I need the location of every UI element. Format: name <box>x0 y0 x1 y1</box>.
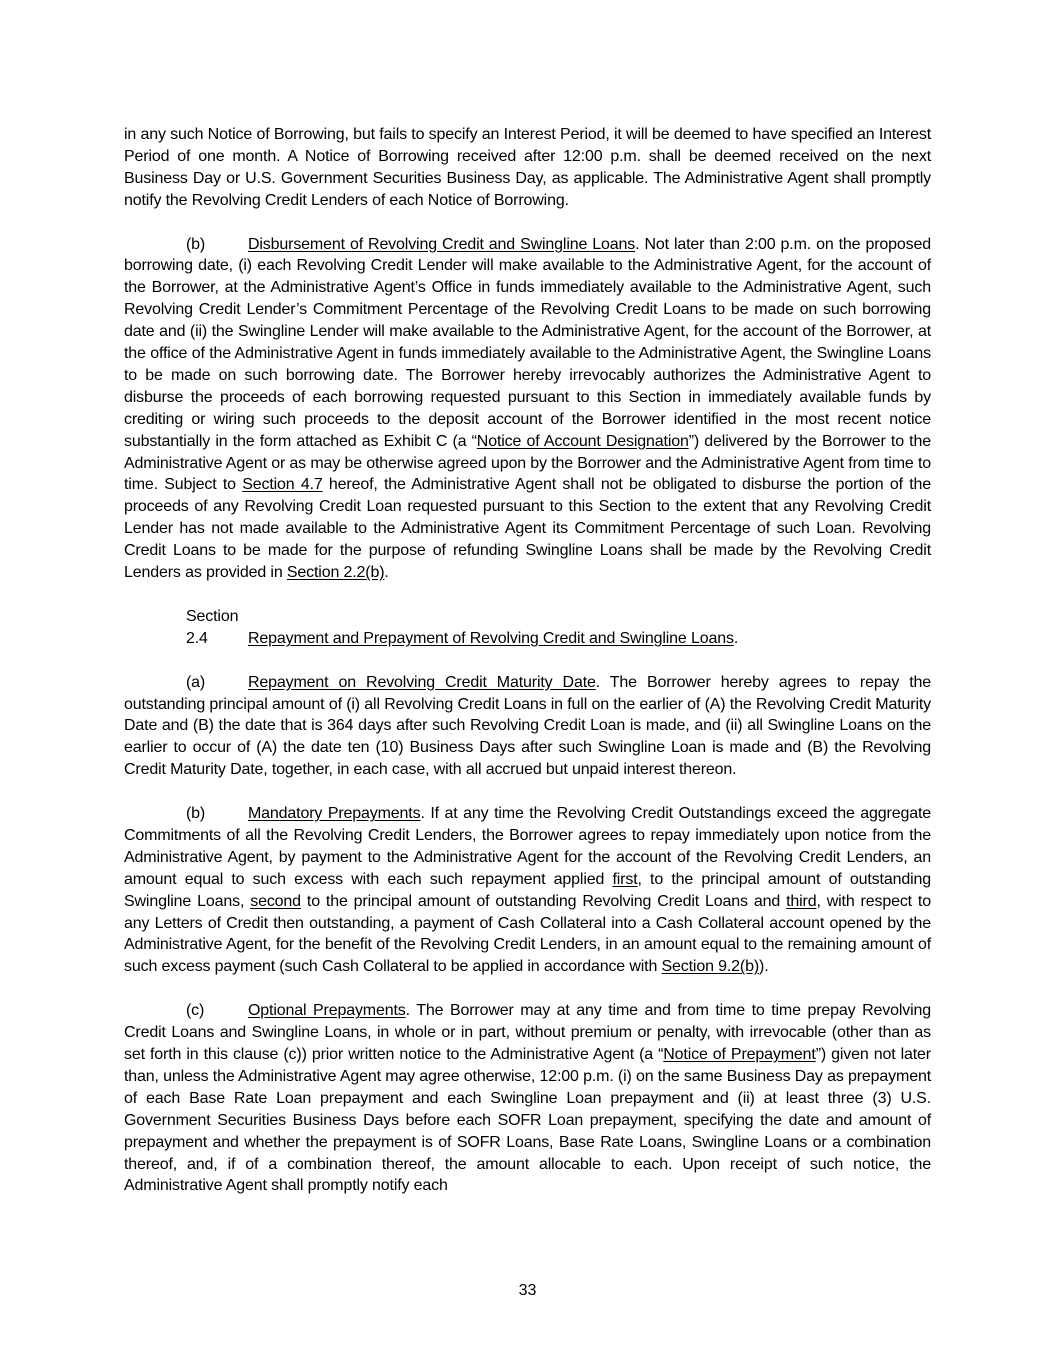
clause-title: Repayment on Revolving Credit Maturity Date <box>248 673 596 691</box>
defined-term-notice-of-prepayment: Notice of Prepayment <box>663 1045 816 1063</box>
section-heading <box>124 606 931 650</box>
paragraph-text: ”) given not later than, unless the Administrative Agent may agree otherwise, 12:00 p.m. (i) on the same Business Day as prepayment of each Base Rate Loan prepayment and each Swingline Loan prepayment and (ii) at least three (3) U.S. Government Securities Business Days before each SOFR Loan prepayment, specifying the date and amount of prepayment and whether the prepayment is of SOFR Loans, Base Rate Loans, Swingline Loans or a combination thereof, and, if of a combination thereof, the amount allocable to each. Upon receipt of such notice, the Administrative Agent shall promptly notify each <box>124 1045 931 1195</box>
paragraph-text: to the principal amount of outstanding Revolving Credit Loans and <box>300 892 787 910</box>
clause-label: (a) <box>186 673 206 691</box>
clause-label: (b) <box>186 805 206 823</box>
section-title-end: . <box>733 629 739 647</box>
paragraph-optional-prepayments <box>124 1000 931 1197</box>
paragraph-text: , with respect to any Letters of Credit then outstanding, a payment of Cash Collateral into a Cash Collateral account opened by the Administrative Agent, for the benefit of the Revolving Credit Lenders, in an amount equal to the remaining amount of such excess payment (such Cash Collateral to be applied in accordance with <box>124 892 931 976</box>
cross-reference-section-2-2b[interactable]: Section 2.2(b) <box>286 564 385 582</box>
document-page <box>124 124 931 1219</box>
paragraph-text: ). <box>759 958 769 976</box>
clause-label: (b) <box>186 235 206 253</box>
paragraph-mandatory-prepayments <box>124 803 931 978</box>
paragraph-text: . Not later than 2:00 p.m. on the proposed borrowing date, (i) each Revolving Credit Lender will make available to the Administrative Agent, for the account of the Borrower, at the Administrative Agent’s Office in funds immediately available to the Administrative Agent, such Revolving Credit Lender’s Commitment Percentage of the Revolving Credit Loans to be made on such borrowing date and (ii) the Swingline Lender will make available to the Administrative Agent, for the account of the Borrower, at the office of the Administrative Agent in funds immediately available to the Administrative Agent, the Swingline Loans to be made on such borrowing date. The Borrower hereby irrevocably authorizes the Administrative Agent to disburse the proceeds of each borrowing requested pursuant to this Section in immediately available funds by crediting or wiring such proceeds to the deposit account of the Borrower identified in the most recent notice substantially in the form attached as Exhibit C (a “ <box>124 235 931 450</box>
paragraph-text: . The Borrower hereby agrees to repay the outstanding principal amount of (i) all Revolving Credit Loans in full on the earlier of (A) the Revolving Credit Maturity Date and (B) the date that is 364 days after such Revolving Credit Loan is made, and (ii) all Swingline Loans on the earlier to occur of (A) the date ten (10) Business Days after such Swingline Loan is made and (B) the Revolving Credit Maturity Date, together, in each case, with all accrued but unpaid interest thereon. <box>124 673 931 779</box>
clause-label: (c) <box>186 1002 205 1020</box>
clause-title: Optional Prepayments <box>248 1002 406 1020</box>
paragraph-text: , to the principal amount of outstanding Swingline Loans, <box>124 870 931 910</box>
paragraph-text: . <box>384 564 389 582</box>
paragraph-disbursement <box>124 234 931 585</box>
paragraph-text: ”) delivered by the Borrower to the Administrative Agent or as may be otherwise agreed upon by the Borrower and the Administrative Agent from time to time. Subject to <box>124 432 931 494</box>
paragraph-notice-of-borrowing <box>124 124 931 212</box>
paragraph-text: hereof, the Administrative Agent shall not be obligated to disburse the portion of the proceeds of any Revolving Credit Loan requested pursuant to this Section to the extent that any Revolving Credit Lender has not made available to the Administrative Agent its Commitment Percentage of such Loan. Revolving Credit Loans to be made for the purpose of refunding Swingline Loans shall be made by the Revolving Credit Lenders as provided in <box>124 476 931 582</box>
cross-reference-section-4-7[interactable]: Section 4.7 <box>242 476 323 494</box>
emphasis-third: third <box>786 892 817 910</box>
clause-title: Disbursement of Revolving Credit and Swingline Loans <box>248 235 636 253</box>
page-number: 33 <box>518 1282 537 1299</box>
paragraph-text: in any such Notice of Borrowing, but fails to specify an Interest Period, it will be deemed to have specified an Interest Period of one month. A Notice of Borrowing received after 12:00 p.m. shall be deemed received on the next Business Day or U.S. Government Securities Business Day, as applicable. The Administrative Agent shall promptly notify the Revolving Credit Lenders of each Notice of Borrowing. <box>124 126 931 209</box>
clause-title: Mandatory Prepayments <box>248 805 421 823</box>
paragraph-text: . The Borrower may at any time and from time to time prepay Revolving Credit Loans and Swingline Loans, in whole or in part, without premium or penalty, with irrevocable (other than as set forth in this clause (c)) prior written notice to the Administrative Agent (a “ <box>124 1002 931 1063</box>
section-title: Repayment and Prepayment of Revolving Credit and Swingline Loans <box>248 629 734 647</box>
cross-reference-section-9-2b[interactable]: Section 9.2(b) <box>661 958 760 976</box>
paragraph-repayment-maturity <box>124 672 931 782</box>
emphasis-second: second <box>250 892 301 910</box>
section-label: Section 2.4 <box>186 607 239 647</box>
defined-term-notice-of-account-designation: Notice of Account Designation <box>476 432 689 450</box>
emphasis-first: first <box>612 870 638 888</box>
paragraph-text: . If at any time the Revolving Credit Outstandings exceed the aggregate Commitments of all the Revolving Credit Lenders, the Borrower agrees to repay immediately upon notice from the Administrative Agent, by payment to the Administrative Agent for the account of the Revolving Credit Lenders, an amount equal to such excess with each such repayment applied <box>124 805 932 888</box>
